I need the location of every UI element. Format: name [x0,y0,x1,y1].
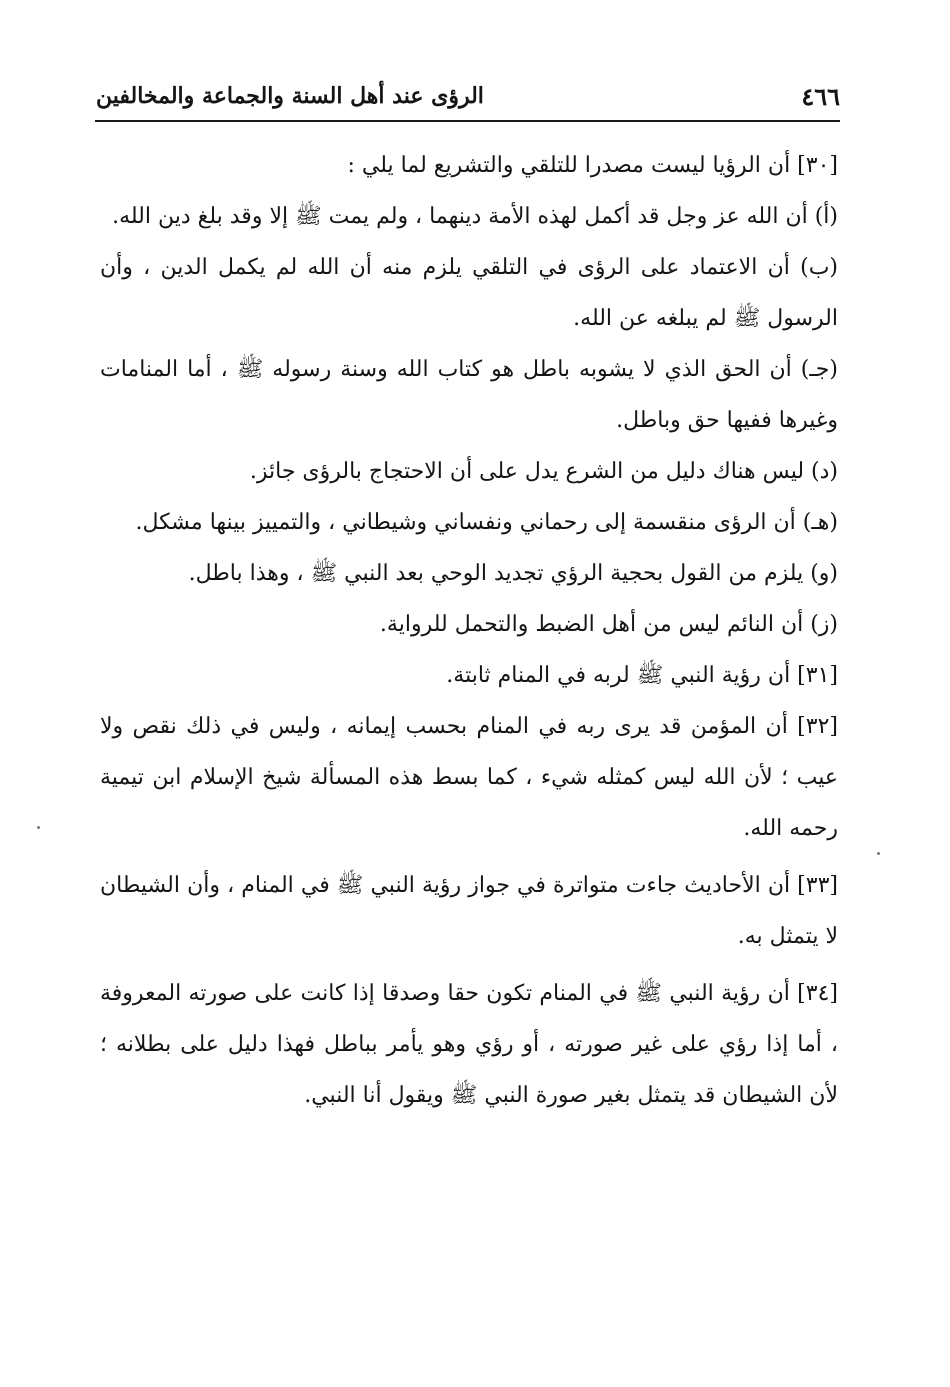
page-header [96,78,840,114]
page-number: ٤٦٦ [801,81,840,111]
paragraph-30-g: (ز) أن النائم ليس من أهل الضبط والتحمل للرواية. [379,612,838,637]
scan-speck [877,852,880,855]
scan-speck [37,826,40,829]
paragraph-30-c: (جـ) أن الحق الذي لا يشوبه باطل هو كتاب الله وسنة رسوله ﷺ ، أما المنامات وغيرها ففيها حق وباطل. [100,357,838,433]
paragraph-30-b: (ب) أن الاعتماد على الرؤى في التلقي يلزم منه أن الله لم يكمل الدين ، وأن الرسول ﷺ لم يبلغه عن الله. [100,255,838,331]
header-rule [95,120,840,122]
paragraph-32: [٣٢] أن المؤمن قد يرى ربه في المنام بحسب إيمانه ، وليس في ذلك نقص ولا عيب ؛ لأن الله ليس كمثله شيء ، كما بسط هذه المسألة شيخ الإسلام ابن تيمية رحمه الله. [100,714,838,841]
page-body [100,140,838,1121]
paragraph-30-f: (و) يلزم من القول بحجية الرؤي تجديد الوحي بعد النبي ﷺ ، وهذا باطل. [188,561,838,586]
paragraph-30: [٣٠] أن الرؤيا ليست مصدرا للتلقي والتشريع لما يلي : [347,153,838,178]
paragraph-30-a: (أ) أن الله عز وجل قد أكمل لهذه الأمة دينهما ، ولم يمت ﷺ إلا وقد بلغ دين الله. [112,204,838,229]
paragraph-33: [٣٣] أن الأحاديث جاءت متواترة في جواز رؤية النبي ﷺ في المنام ، وأن الشيطان لا يتمثل به. [100,873,838,949]
paragraph-31: [٣١] أن رؤية النبي ﷺ لربه في المنام ثابتة. [446,663,838,688]
paragraph-34: [٣٤] أن رؤية النبي ﷺ في المنام تكون حقا وصدقا إذا كانت على صورته المعروفة ، أما إذا رؤي على غير صورته ، أو رؤي وهو يأمر بباطل فهذا دليل على بطلانه ؛ لأن الشيطان قد يتمثل بغير صورة النبي ﷺ ويقول أنا النبي. [100,981,838,1108]
running-title: الرؤى عند أهل السنة والجماعة والمخالفين [96,83,484,109]
paragraph-30-e: (هـ) أن الرؤى منقسمة إلى رحماني ونفساني وشيطاني ، والتمييز بينها مشكل. [135,510,838,535]
paragraph-30-d: (د) ليس هناك دليل من الشرع يدل على أن الاحتجاج بالرؤى جائز. [249,459,838,484]
